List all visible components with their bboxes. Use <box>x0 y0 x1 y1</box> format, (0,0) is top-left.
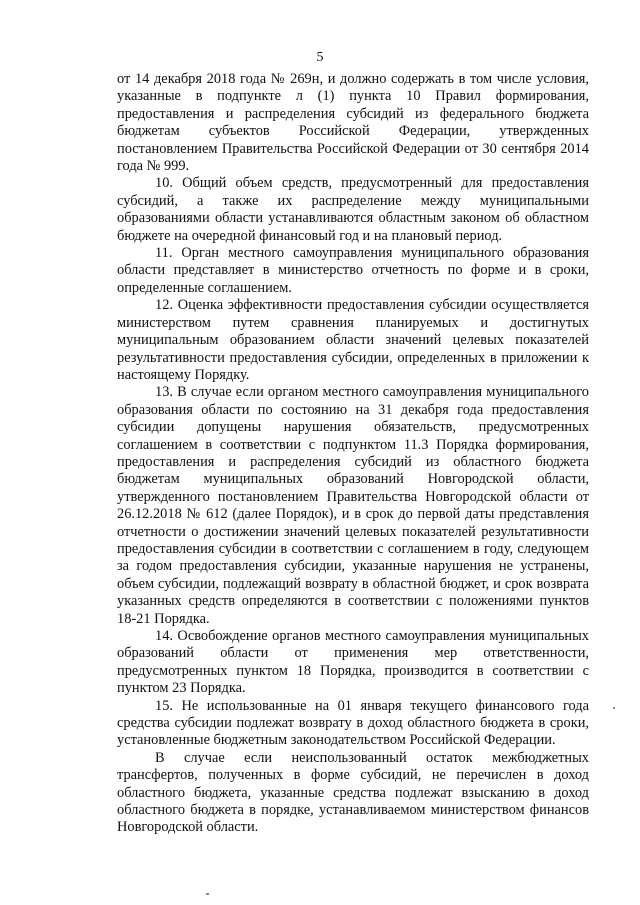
paragraph-14: 14. Освобождение органов местного самоуправления муниципальных образований области от применения мер ответственности, предусмотренных пунктом 18 Порядка, производится в соответствии с пунктом 23 Порядка. <box>117 628 589 697</box>
paragraph-10: 10. Общий объем средств, предусмотренный для предоставления субсидий, а также их распределение между муниципальными образованиями области устанавливаются областным законом об областном бюджете на очередной финансовый год и на плановый период. <box>117 175 589 244</box>
paragraph-11: 11. Орган местного самоуправления муниципального образования области представляет в министерство отчетность по форме и в сроки, определенные соглашением. <box>117 245 589 296</box>
paragraph-15: 15. Не использованные на 01 января текущего финансового года средства субсидии подлежат возврату в доход областного бюджета в сроки, установленные бюджетным законодательством Российской Федерации. <box>117 697 589 749</box>
scan-mark <box>206 893 209 895</box>
document-body <box>117 71 589 837</box>
paragraph-continuation: от 14 декабря 2018 года № 269н, и должно содержать в том числе условия, указанные в подпункте л (1) пункта 10 Правил формирования, предоставления и распределения субсидий из федерального бюджета бюджетам субъектов Российской Федерации, утвержденных постановлением Правительства Российской Федерации от 30 сентября 2014 года № 999. <box>117 71 589 175</box>
paragraph-13: 13. В случае если органом местного самоуправления муниципального образования области по состоянию на 31 декабря года предоставления субсидии допущены нарушения обязательств, предусмотренных соглашением в соответствии с подпунктом 11.3 Порядка формирования, предоставления и распределения субсидий из областного бюджета бюджетам муниципальных образований Новгородской области, утвержденного постановлением Правительства Новгородской области от 26.12.2018 № 612 (далее Порядок), и в срок до первой даты представления отчетности о достижении значений целевых показателей результативности предоставления субсидии в соответствии с соглашением в году, следующем за годом предоставления субсидии, указанные нарушения не устранены, объем субсидии, подлежащий возврату в областной бюджет, и срок возврата указанных средств определяются в соответствии с положениями пунктов 18-21 Порядка. <box>117 384 589 627</box>
page-number: 5 <box>316 50 324 65</box>
paragraph-12: 12. Оценка эффективности предоставления субсидии осуществляется министерством путем сравнения планируемых и достигнутых муниципальным образованием области значений целевых показателей результативности предоставления субсидии, определенных в приложении к настоящему Порядку. <box>117 297 589 383</box>
margin-speck <box>613 707 615 709</box>
paragraph-15-continuation: В случае если неиспользованный остаток межбюджетных трансфертов, полученных в форме субсидий, не перечислен в доход областного бюджета, указанные средства подлежат взысканию в доход областного бюджета в порядке, устанавливаемом министерством финансов Новгородской области. <box>117 749 589 836</box>
